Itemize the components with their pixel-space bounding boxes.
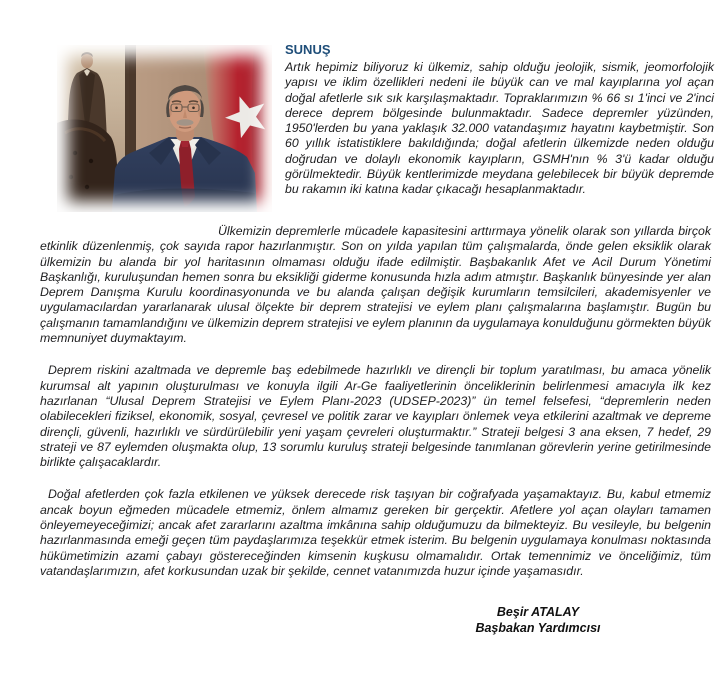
foreword-paragraph-2: Ülkemizin depremlerle mücadele kapasitesini arttırmaya yönelik olarak son yıllarda birçok etkinlik düzenlenmiş, çok sayıda rapor hazırlanmıştır. Son on yılda yapılan tüm çalışmalarda, önde gelen eksiklik olarak ülkemizin bu alanda bir yol haritasının olmaması olduğu ifade edilmiştir. Başbakanlık Afet ve Acil Durum Yönetimi Başkanlığı, kuruluşundan hemen sonra bu eksikliği giderme konusunda hızla adım atmıştır. Başkanlık bünyesinde yer alan Deprem Danışma Kurulu koordinasyonunda ve bu alanda çalışan değişik kurumların temsilcileri, akademisyenler ve uygulamacılardan yararlanarak ulusal ölçekte bir deprem stratejisi ve eylem planı çalışmalarına başlamıştır. Bugün bu çalışmanın tamamlandığını ve ülkemizin deprem stratejisi ve eylem planının da uygulamaya konulduğunu görmekten büyük memnuniyet duymaktayım. <box>40 224 711 346</box>
portrait-photo <box>57 45 272 212</box>
foreword-paragraph-3: Deprem riskini azaltmada ve depremle baş edebilmede hazırlıklı ve dirençli bir toplum yaratılması, bu amaca yönelik kurumsal alt yapının oluşturulması ve konuyla ilgili Ar-Ge faaliyetlerinin önceliklerinin belirlenmesi amacıyla ilk kez hazırlanan “Ulusal Deprem Stratejisi ve Eylem Planı-2023 (UDSEP-2023)” ün temel felsefesi, “depremlerin neden olabilecekleri fiziksel, ekonomik, sosyal, çevresel ve politik zarar ve kayıpları önlemek veya etkilerini azaltmak ve depreme dirençli, güvenli, hazırlıklı ve sürdürülebilir yeni yaşam çevreleri oluşturmaktır.” Strateji belgesi 3 ana eksen, 7 hedef, 29 strateji ve 87 eylemden oluşmakta olup, 13 sorumlu kuruluş strateji belgesinde tanımlanan görevlerin yerine getirilmesinde birlikte çalışacaklardır. <box>40 363 711 470</box>
signature-title: Başbakan Yardımcısı <box>475 620 601 635</box>
foreword-body <box>40 224 711 636</box>
portrait-photo-illustration <box>57 45 272 212</box>
section-title: SUNUŞ <box>285 42 331 57</box>
foreword-header-block <box>285 42 714 198</box>
signature-block <box>433 605 643 636</box>
foreword-paragraph-4: Doğal afetlerden çok fazla etkilenen ve yüksek derecede risk taşıyan bir coğrafyada yaşamaktayız. Bu, kabul etmemiz ancak boyun eğmeden mücadele etmemiz, önlem almamız gereken bir gerçektir. Afetlere yol açan olayları tamamen önleyemeyeceğimizi; ancak afet zararlarını azaltma imkânına sahip olduğumuzu da bilmekteyiz. Bu vesileyle, bu belgenin hazırlanmasında emeği geçen tüm paydaşlarımıza teşekkür etmek isterim. Bu belgenin uygulamaya konulması noktasında hükümetimizin azami çabayı göstereceğinden kimsenin kuşkusu olmamalıdır. Ortak temennimiz ve önceliğimiz, tüm vatandaşlarımızın, afet korkusundan uzak bir şekilde, cennet vatanımızda huzur içinde yaşamasıdır. <box>40 487 711 578</box>
foreword-paragraph-1: Artık hepimiz biliyoruz ki ülkemiz, sahip olduğu jeolojik, sismik, jeomorfolojik yapısı ve iklim özellikleri nedeni ile büyük can ve mal kayıplarına yol açan doğal afetlerle sık sık karşılaşmaktadır. Topraklarımızın % 66 sı 1'inci ve 2'inci derece deprem bölgesinde bulunmaktadır. Sadece depremler yüzünden, 1950'lerden bu yana yaklaşık 32.000 vatandaşımız hayatını kaybetmiştir. Son 60 yıllık istatistiklere bakıldığında; doğal afetlerin ülkemizde neden olduğu doğrudan ve dolaylı ekonomik kayıpların, GSMH'nın % 3'ü kadar olduğu görülmektedir. Büyük kentlerimizde meydana gelebilecek bir büyük depremde bu rakamın iki katına kadar çıkacağı hesaplanmaktadır. <box>285 60 714 197</box>
signature-name: Beşir ATALAY <box>496 605 580 620</box>
